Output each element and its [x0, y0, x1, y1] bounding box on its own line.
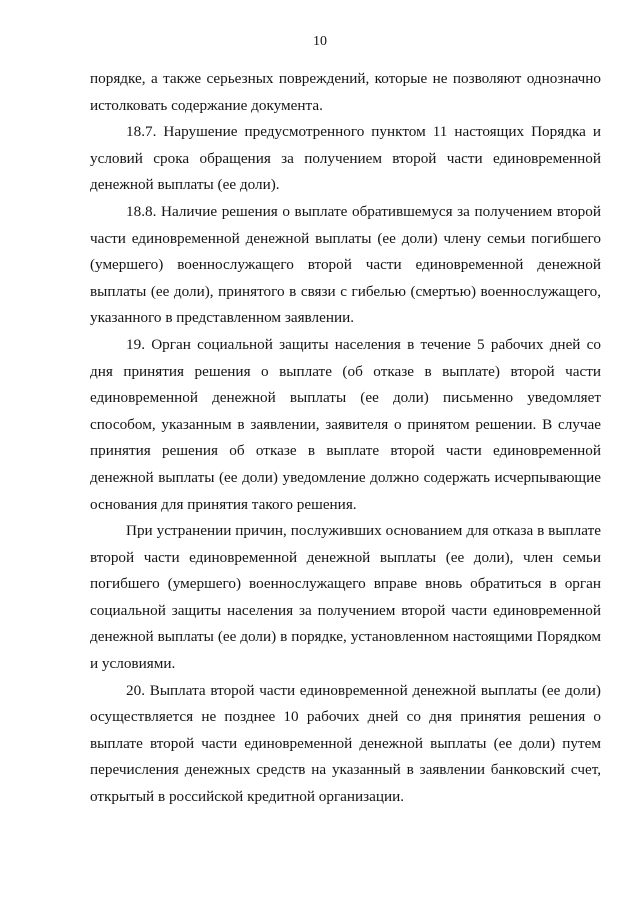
text-line: социальной защиты населения за получением второй части единовременной	[90, 601, 601, 619]
text-line: условий срока обращения за получением второй части единовременной	[90, 149, 601, 167]
text-line: способом, указанным в заявлении, заявителя о принятом решении. В случае	[90, 415, 601, 433]
text-line: 19. Орган социальной защиты населения в течение 5 рабочих дней со	[126, 335, 601, 353]
text-line: перечисления денежных средств на указанный в заявлении банковский счет,	[90, 761, 601, 779]
text-line: денежной выплаты (ее доли) в порядке, установленном настоящими Порядком	[90, 628, 601, 646]
text-line: денежной выплаты (ее доли) уведомление должно содержать исчерпывающие	[90, 468, 601, 486]
paragraph-20	[90, 678, 601, 811]
paragraph-18-8	[90, 199, 601, 332]
text-line: дня принятия решения о выплате (об отказе в выплате) второй части	[90, 362, 601, 380]
document-body	[90, 66, 601, 811]
paragraph-18-7	[90, 119, 601, 199]
text-line: погибшего (умершего) военнослужащего вправе вновь обратиться в орган	[90, 575, 601, 593]
text-line: осуществляется не позднее 10 рабочих дней со дня принятия решения о	[90, 708, 601, 726]
text-line: выплаты (ее доли), принятого в связи с гибелью (смертью) военнослужащего,	[90, 282, 601, 300]
text-line: основания для принятия такого решения.	[90, 495, 357, 513]
paragraph-continuation	[90, 66, 601, 119]
text-line: При устранении причин, послуживших основанием для отказа в выплате	[126, 522, 601, 540]
text-line: 18.8. Наличие решения о выплате обратившемуся за получением второй	[126, 202, 601, 220]
text-line: принятия решения об отказе в выплате второй части единовременной	[90, 442, 601, 460]
paragraph-19	[90, 332, 601, 518]
text-line: порядке, а также серьезных повреждений, которые не позволяют однозначно	[90, 70, 601, 87]
text-line: 20. Выплата второй части единовременной денежной выплаты (ее доли)	[126, 681, 601, 699]
text-line: второй части единовременной денежной выплаты (ее доли), член семьи	[90, 548, 601, 566]
text-line: 18.7. Нарушение предусмотренного пунктом 11 настоящих Порядка и	[126, 123, 601, 141]
text-line: единовременной денежной выплаты (ее доли) письменно уведомляет	[90, 389, 601, 407]
text-line: денежной выплаты (ее доли).	[90, 176, 280, 194]
paragraph-19-continued	[90, 518, 601, 678]
text-line: и условиями.	[90, 655, 176, 673]
page-number: 10	[313, 34, 327, 49]
text-line: (умершего) военнослужащего второй части единовременной денежной	[90, 256, 601, 274]
text-line: указанного в представленном заявлении.	[90, 309, 355, 327]
text-line: истолковать содержание документа.	[90, 96, 323, 114]
text-line: выплате второй части единовременной денежной выплаты (ее доли) путем	[90, 734, 601, 752]
text-line: части единовременной денежной выплаты (ее доли) члену семьи погибшего	[90, 229, 601, 247]
text-line: открытый в российской кредитной организации.	[90, 788, 405, 806]
